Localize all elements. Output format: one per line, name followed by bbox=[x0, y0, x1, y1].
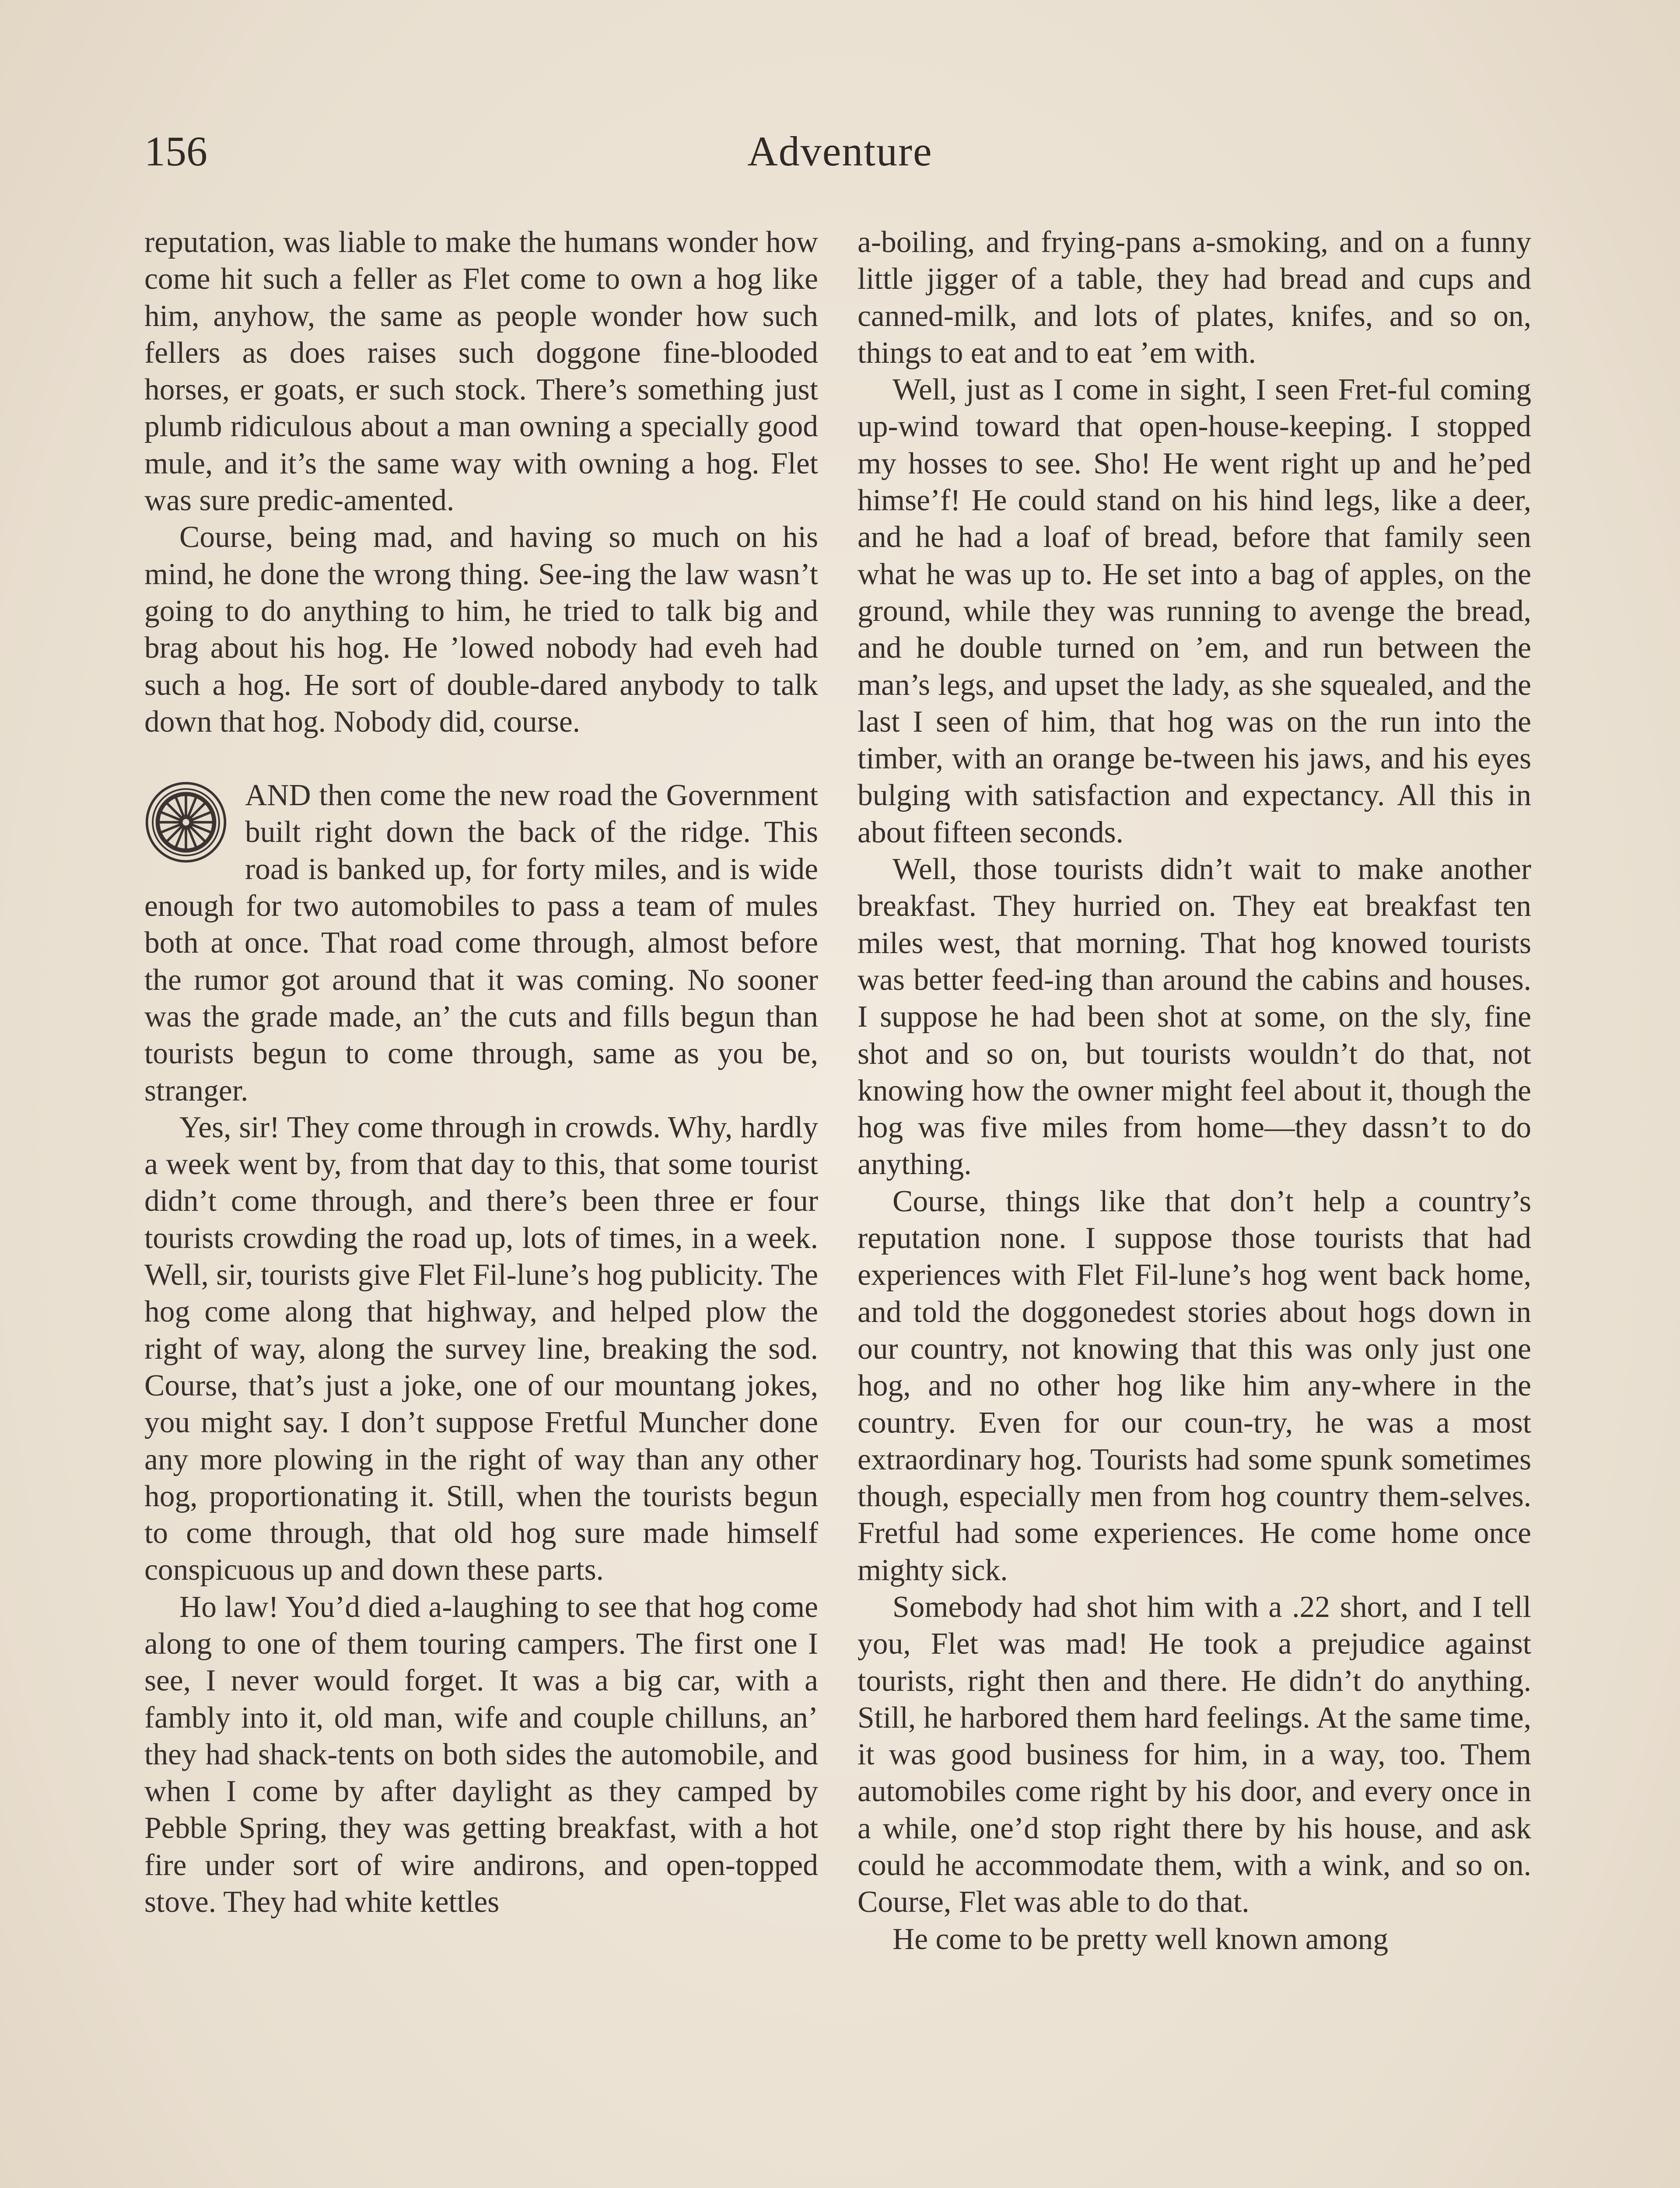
paragraph: reputation, was liable to make the humans wonder how come hit such a feller as Flet come to own a hog like him, anyhow, the same as people wonder how such fellers as does raises such doggone fine-blooded horses, er goats, er such stock. There’s something just plumb ridiculous about a man owning a specially good mule, and it’s the same way with owning a hog. Flet was sure predic-amented. bbox=[144, 225, 818, 518]
wheel-ornament-icon bbox=[144, 781, 228, 864]
section-break bbox=[144, 777, 818, 1109]
paragraph-section-start: AND then come the new road the Government built right down the back of the ridge. This road is banked up, for forty miles, and is wide enough for two automobiles to pass a team of mules both at once. That road come through, almost before the rumor got around that it was coming. No sooner was the grade made, an’ the cuts and fills begun than tourists begun to come through, same as you be, stranger. bbox=[144, 778, 818, 1108]
paragraph: Yes, sir! They come through in crowds. Why, hardly a week went by, from that day to this, that some tourist didn’t come through, and there’s been three er four tourists crowding the road up, lots of times, in a week. Well, sir, tourists give Flet Fil-lune’s hog publicity. The hog come along that highway, and helped plow the right of way, along the survey line, breaking the sod. Course, that’s just a joke, one of our mountang jokes, you might say. I don’t suppose Fretful Muncher done any more plowing in the right of way than any other hog, proportionating it. Still, when the tourists begun to come through, that old hog sure made himself conspicuous up and down these parts. bbox=[144, 1110, 818, 1587]
paragraph: a-boiling, and frying-pans a-smoking, and on a funny little jigger of a table, they had bread and cups and canned-milk, and lots of plates, knifes, and so on, things to eat and to eat ’em with. bbox=[858, 225, 1531, 370]
paragraph: He come to be pretty well known among bbox=[892, 1922, 1388, 1956]
paragraph: Course, being mad, and having so much on his mind, he done the wrong thing. See-ing the law wasn’t going to do anything to him, he tried to talk big and brag about his hog. He ’lowed nobody had eveh had such a hog. He sort of double-dared anybody to talk down that hog. Nobody did, course. bbox=[144, 520, 818, 739]
paragraph: Well, just as I come in sight, I seen Fret-ful coming up-wind toward that open-house-keeping. I stopped my hosses to see. Sho! He went right up and he’ped himse’f! He could stand on his hind legs, like a deer, and he had a loaf of bread, before that family seen what he was up to. He set into a bag of apples, on the ground, while they was running to avenge the bread, and he double turned on ’em, and run between the man’s legs, and upset the lady, as she squealed, and the last I seen of him, that hog was on the run into the timber, with an orange be-tween his jaws, and his eyes bulging with satisfaction and expectancy. All this in about fifteen seconds. bbox=[858, 373, 1531, 849]
paragraph: Course, things like that don’t help a country’s reputation none. I suppose those tourists that had experiences with Flet Fil-lune’s hog went back home, and told the doggonedest stories about hogs down in our country, not knowing that this was only just one hog, and no other hog like him any-where in the country. Even for our coun-try, he was a most extraordinary hog. Tourists had some spunk sometimes though, especially men from hog country them-selves. Fretful had some experiences. He come home once mighty sick. bbox=[858, 1184, 1531, 1587]
magazine-title: Adventure bbox=[747, 128, 933, 175]
paragraph: Ho law! You’d died a-laughing to see that hog come along to one of them touring campers. The first one I see, I never would forget. It was a big car, with a fambly into it, old man, wife and couple chilluns, an’ they had shack-tents on both sides the automobile, and when I come by after daylight as they camped by Pebble Spring, they was getting breakfast, with a hot fire under sort of wire andirons, and open-topped stove. They had white kettles bbox=[144, 1590, 818, 1919]
paragraph: Somebody had shot him with a .22 short, and I tell you, Flet was mad! He took a prejudice against tourists, right then and there. He didn’t do anything. Still, he harbored them hard feelings. At the same time, it was good business for him, in a way, too. Them automobiles come right by his door, and every once in a while, one’d stop right there by his house, and ask could he accommodate them, with a wink, and so on. Course, Flet was able to do that. bbox=[858, 1590, 1531, 1919]
page-header bbox=[144, 127, 1536, 188]
left-column bbox=[144, 224, 818, 2188]
page-number: 156 bbox=[144, 128, 207, 175]
paragraph: Well, those tourists didn’t wait to make another breakfast. They hurried on. They eat breakfast ten miles west, that morning. That hog knowed tourists was better feed-ing than around the cabins and houses. I suppose he had been shot at some, on the sly, fine shot and so on, but tourists wouldn’t do that, not knowing how the owner might feel about it, though the hog was five miles from home—they dassn’t to do anything. bbox=[858, 852, 1531, 1182]
right-column bbox=[858, 224, 1531, 2188]
